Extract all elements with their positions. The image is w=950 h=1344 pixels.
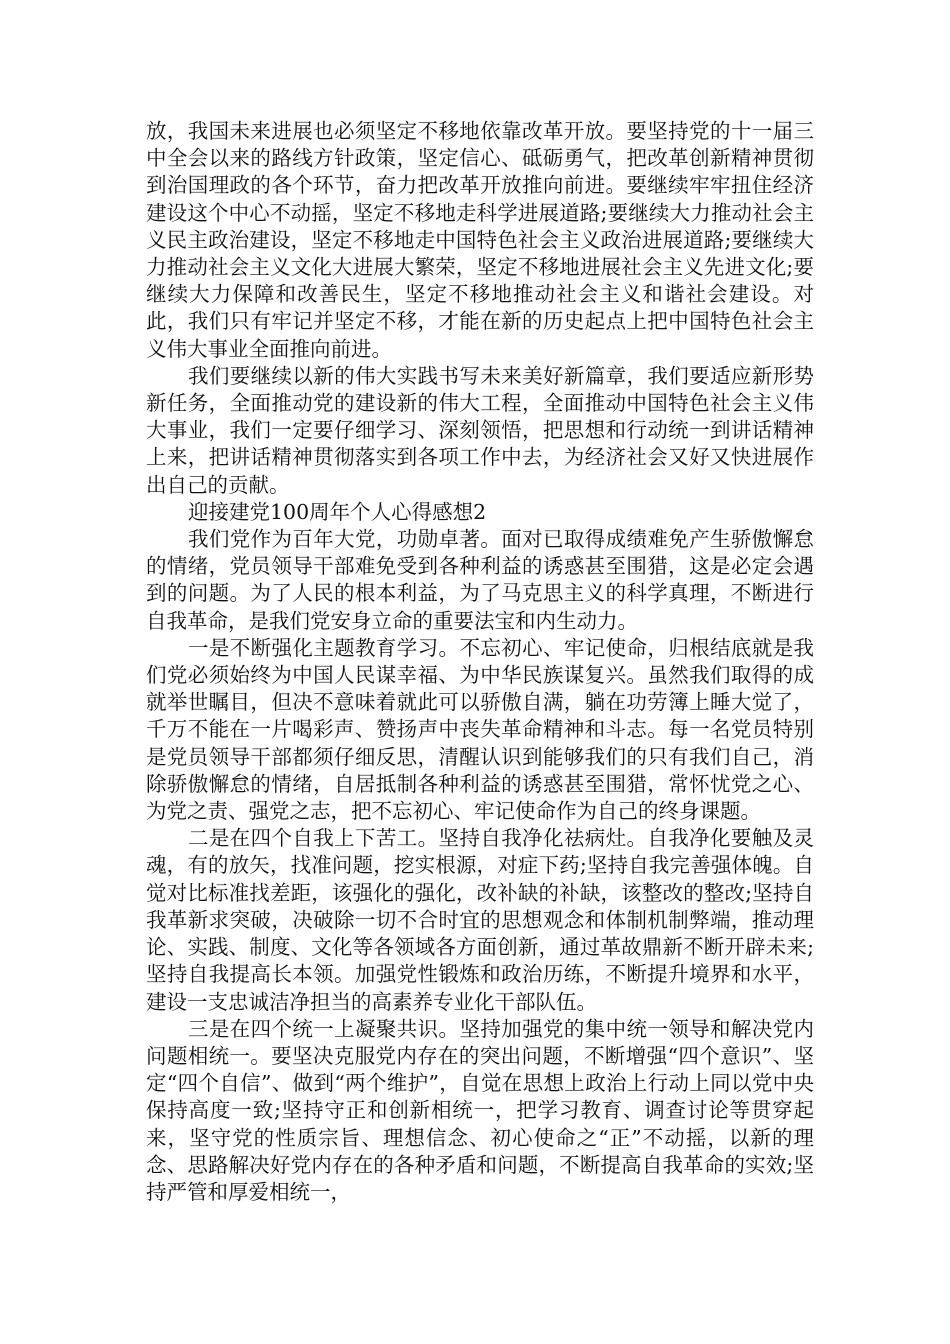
paragraph: 我们党作为百年大党，功勋卓著。面对已取得成绩难免产生骄傲懈怠的情绪，党员领导干部难免受到各种利益的诱惑甚至围猎，这是必定会遇到的问题。为了人民的根本利益，为了马克思主义的科学真理，不断进行自我革命，是我们党安身立命的重要法宝和内生动力。 — [146, 527, 814, 633]
paragraph: 三是在四个统一上凝聚共识。坚持加强党的集中统一领导和解决党内问题相统一。要坚决克服党内存在的突出问题，不断增强“四个意识”、坚定“四个自信”、做到“两个维护”，自觉在思想上政治上行动上同以党中央保持高度一致;坚持守正和创新相统一，把学习教育、调查讨论等贯穿起来，坚守党的性质宗旨、理想信念、初心使命之“正”不动摇，以新的理念、思路解决好党内存在的各种矛盾和问题，不断提高自我革命的实效;坚持严管和厚爱相统一， — [146, 1016, 814, 1204]
paragraph: 我们要继续以新的伟大实践书写未来美好新篇章，我们要适应新形势新任务，全面推动党的建设新的伟大工程，全面推动中国特色社会主义伟大事业，我们一定要仔细学习、深刻领悟，把思想和行动统一到讲话精神上来，把讲话精神贯彻落实到各项工作中去，为经济社会又好又快进展作出自己的贡献。 — [146, 363, 814, 497]
paragraph: 二是在四个自我上下苦工。坚持自我净化祛病灶。自我净化要触及灵魂，有的放矢，找准问题，挖实根源，对症下药;坚持自我完善强体魄。自觉对比标准找差距，该强化的强化，改补缺的补缺，该整改的整改;坚持自我革新求突破，决破除一切不合时宜的思想观念和体制机制弊端，推动理论、实践、制度、文化等各领域各方面创新，通过革故鼎新不断开辟未来;坚持自我提高长本领。加强党性锻炼和政治历练，不断提升境界和水平，建设一支忠诚洁净担当的高素养专业化干部队伍。 — [146, 826, 814, 1014]
document-body — [146, 118, 814, 1206]
paragraph: 一是不断强化主题教育学习。不忘初心、牢记使命，归根结底就是我们党必须始终为中国人民谋幸福、为中华民族谋复兴。虽然我们取得的成就举世瞩目，但决不意味着就此可以骄傲自满，躺在功劳簿上睡大觉了，千万不能在一片喝彩声、赞扬声中丧失革命精神和斗志。每一名党员特别是党员领导干部都须仔细反思，清醒认识到能够我们的只有我们自己，消除骄傲懈怠的情绪，自居抵制各种利益的诱惑甚至围猎，常怀忧党之心、为党之责、强党之志，把不忘初心、牢记使命作为自己的终身课题。 — [146, 635, 814, 824]
paragraph-continuation: 放，我国未来进展也必须坚定不移地依靠改革开放。要坚持党的十一届三中全会以来的路线方针政策，坚定信心、砥砺勇气，把改革创新精神贯彻到治国理政的各个环节，奋力把改革开放推向前进。要继续牢牢扭住经济建设这个中心不动摇，坚定不移地走科学进展道路;要继续大力推动社会主义民主政治建设，坚定不移地走中国特色社会主义政治进展道路;要继续大力推动社会主义文化大进展大繁荣，坚定不移地进展社会主义先进文化;要继续大力保障和改善民生，坚定不移地推动社会主义和谐社会建设。对此，我们只有牢记并坚定不移，才能在新的历史起点上把中国特色社会主义伟大事业全面推向前进。 — [146, 119, 814, 361]
section-heading: 迎接建党100周年个人心得感想2 — [188, 499, 487, 524]
